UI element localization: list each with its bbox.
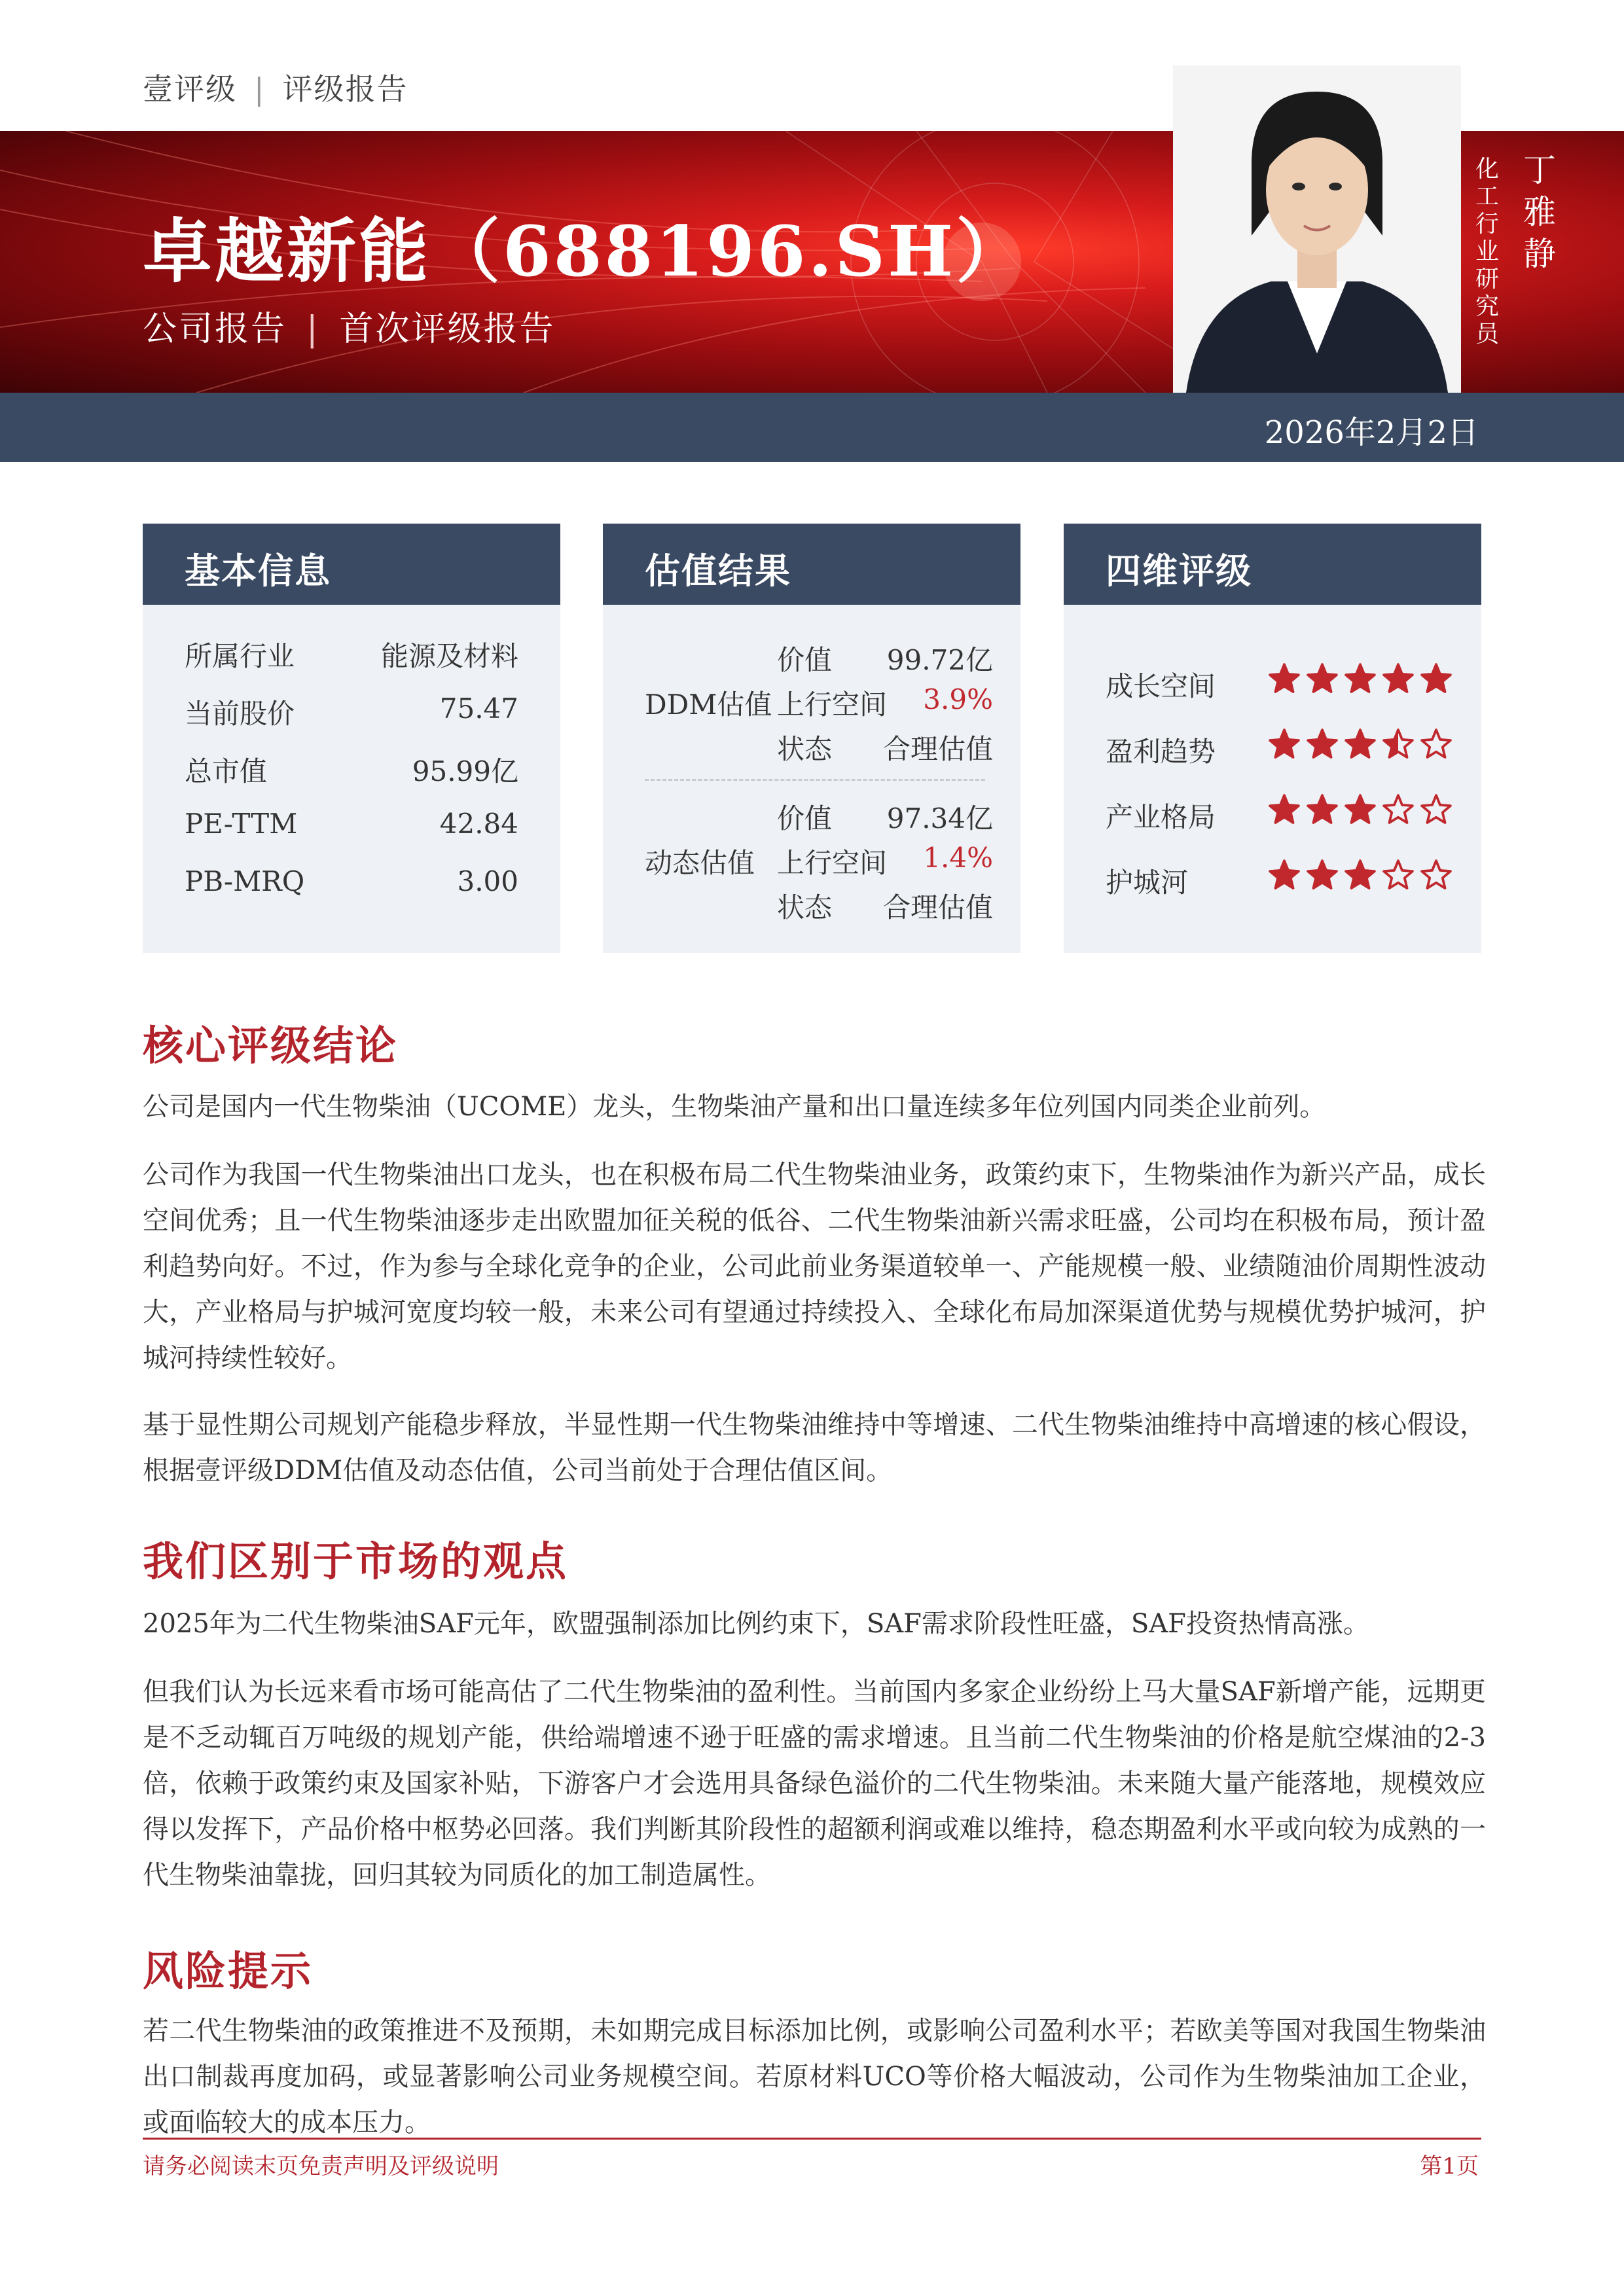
info-row-market-cap bbox=[185, 750, 518, 789]
info-row-pb bbox=[185, 865, 518, 897]
risk-title: 风险提示 bbox=[143, 1947, 314, 1995]
info-label: 当前股价 bbox=[185, 698, 295, 730]
footer-divider bbox=[143, 2138, 1481, 2140]
star-full-icon bbox=[1268, 793, 1301, 826]
rating-row-growth bbox=[1106, 665, 1446, 704]
info-label: PE-TTM bbox=[185, 808, 298, 840]
star-full-icon bbox=[1344, 793, 1377, 826]
rating-row-profit bbox=[1106, 730, 1446, 770]
info-value: 75.47 bbox=[439, 692, 518, 725]
ddm-status-line bbox=[777, 728, 993, 767]
core-paragraph-2: 公司作为我国一代生物柴油出口龙头，也在积极布局二代生物柴油业务，政策约束下，生物柴油作为新兴产品，成长空间优秀；且一代生物柴油逐步走出欧盟加征关税的低谷、二代生物柴油新兴需求旺盛，公司均在积极布局，预计盈利趋势向好。不过，作为参与全球化竞争的企业，公司此前业务渠道较单一、产能规模一般、业绩随油价周期性波动大，产业格局与护城河宽度均较一般，未来公司有望通过持续投入、全球化布局加深渠道优势与规模优势护城河，护城河持续性较好。 bbox=[143, 1160, 1486, 1373]
star-full-icon bbox=[1268, 728, 1301, 761]
rating-label: 盈利趋势 bbox=[1106, 736, 1216, 768]
market-view-title: 我们区别于市场的观点 bbox=[143, 1537, 569, 1585]
analyst-photo bbox=[1173, 65, 1461, 393]
info-value: 3.00 bbox=[457, 865, 518, 897]
view-paragraph-2: 但我们认为长远来看市场可能高估了二代生物柴油的盈利性。当前国内多家企业纷纷上马大量SAF新增产能，远期更是不乏动辄百万吨级的规划产能，供给端增速不逊于旺盛的需求增速。且当前二代生物柴油的价格是航空煤油的2-3倍，依赖于政策约束及国家补贴，下游客户才会选用具备绿色溢价的二代生物柴油。未来随大量产能落地，规模效应得以发挥下，产品价格中枢势必回落。我们判断其阶段性的超额利润或难以维持，稳态期盈利水平或向较为成熟的一代生物柴油靠拢，回归其较为同质化的加工制造属性。 bbox=[143, 1677, 1486, 1890]
star-rating bbox=[1268, 728, 1453, 761]
val-line-label: 上行空间 bbox=[777, 847, 888, 879]
star-empty-icon bbox=[1420, 728, 1453, 761]
info-row-pe bbox=[185, 808, 518, 840]
report-date: 2026年2月2日 bbox=[1264, 414, 1479, 451]
val-line-value: 合理估值 bbox=[882, 891, 993, 924]
star-empty-icon bbox=[1382, 793, 1415, 826]
analyst-name: 丁雅静 bbox=[1523, 151, 1556, 273]
info-value: 95.99亿 bbox=[412, 755, 518, 787]
core-conclusion-title: 核心评级结论 bbox=[143, 1022, 399, 1069]
ddm-method-label: DDM估值 bbox=[645, 689, 772, 721]
info-value: 42.84 bbox=[439, 808, 518, 840]
brand-section: 评级报告 bbox=[282, 71, 408, 107]
star-full-icon bbox=[1306, 793, 1339, 826]
info-label: 总市值 bbox=[185, 755, 268, 787]
val-line-label: 状态 bbox=[777, 891, 833, 924]
core-paragraph-3: 基于显性期公司规划产能稳步释放，半显性期一代生物柴油维持中等增速、二代生物柴油维持中高增速的核心假设，根据壹评级DDM估值及动态估值，公司当前处于合理估值区间。 bbox=[143, 1410, 1486, 1486]
star-rating bbox=[1268, 793, 1453, 826]
valuation-card bbox=[603, 524, 1020, 953]
basic-info-title: 基本信息 bbox=[143, 524, 560, 605]
val-line-label: 上行空间 bbox=[777, 689, 888, 721]
view-paragraph-1: 2025年为二代生物柴油SAF元年，欧盟强制添加比例约束下，SAF需求阶段性旺盛，SAF投资热情高涨。 bbox=[143, 1609, 1369, 1639]
footer-disclaimer-link[interactable]: 请务必阅读末页免责声明及评级说明 bbox=[143, 2153, 499, 2179]
val-line-value: 1.4% bbox=[923, 842, 993, 874]
rating-label: 成长空间 bbox=[1106, 670, 1216, 702]
page-number: 第1页 bbox=[1420, 2153, 1479, 2179]
star-empty-icon bbox=[1420, 793, 1453, 826]
valuation-title: 估值结果 bbox=[603, 524, 1020, 605]
analyst-role: 化工行业研究员 bbox=[1475, 156, 1499, 348]
ddm-upside-line bbox=[777, 683, 993, 723]
brand-separator: | bbox=[254, 71, 266, 107]
val-line-label: 状态 bbox=[777, 733, 833, 765]
info-row-industry bbox=[185, 635, 518, 674]
star-empty-icon bbox=[1420, 859, 1453, 891]
star-full-icon bbox=[1420, 662, 1453, 695]
report-category: 公司报告 bbox=[143, 310, 287, 349]
rating-label: 护城河 bbox=[1106, 867, 1189, 899]
rating-title: 四维评级 bbox=[1064, 524, 1481, 605]
star-full-icon bbox=[1382, 662, 1415, 695]
report-type-line bbox=[143, 301, 556, 350]
star-half-icon bbox=[1382, 728, 1415, 761]
basic-info-card bbox=[143, 524, 560, 953]
info-row-price bbox=[185, 692, 518, 732]
star-full-icon bbox=[1306, 728, 1339, 761]
info-label: 所属行业 bbox=[185, 640, 295, 672]
brand-name: 壹评级 bbox=[143, 71, 237, 107]
valuation-divider bbox=[645, 779, 985, 781]
star-full-icon bbox=[1306, 859, 1339, 891]
report-type-separator: | bbox=[306, 310, 320, 349]
star-full-icon bbox=[1344, 728, 1377, 761]
star-full-icon bbox=[1344, 662, 1377, 695]
brand-header bbox=[143, 65, 408, 109]
info-label: PB-MRQ bbox=[185, 865, 305, 897]
rating-row-industry bbox=[1106, 796, 1446, 835]
val-line-value: 97.34亿 bbox=[886, 802, 993, 834]
dynamic-status-line bbox=[777, 886, 993, 925]
star-full-icon bbox=[1306, 662, 1339, 695]
val-line-label: 价值 bbox=[777, 802, 833, 834]
date-bar bbox=[0, 393, 1624, 462]
dynamic-method-label: 动态估值 bbox=[645, 847, 755, 879]
ddm-value-line bbox=[777, 639, 993, 678]
report-type: 首次评级报告 bbox=[339, 310, 556, 349]
val-line-value: 3.9% bbox=[923, 683, 993, 715]
core-paragraph-1: 公司是国内一代生物柴油（UCOME）龙头，生物柴油产量和出口量连续多年位列国内同类企业前列。 bbox=[143, 1092, 1326, 1122]
val-line-value: 99.72亿 bbox=[886, 644, 993, 676]
dynamic-value-line bbox=[777, 797, 993, 836]
star-empty-icon bbox=[1382, 859, 1415, 891]
star-rating bbox=[1268, 662, 1453, 695]
star-full-icon bbox=[1268, 662, 1301, 695]
star-full-icon bbox=[1344, 859, 1377, 891]
risk-paragraph: 若二代生物柴油的政策推进不及预期，未如期完成目标添加比例，或影响公司盈利水平；若欧美等国对我国生物柴油出口制裁再度加码，或显著影响公司业务规模空间。若原材料UCO等价格大幅波动，公司作为生物柴油加工企业，或面临较大的成本压力。 bbox=[143, 2016, 1486, 2138]
rating-label: 产业格局 bbox=[1106, 801, 1216, 833]
rating-row-moat bbox=[1106, 861, 1446, 901]
dynamic-upside-line bbox=[777, 842, 993, 881]
rating-card bbox=[1064, 524, 1481, 953]
val-line-label: 价值 bbox=[777, 644, 833, 676]
info-value: 能源及材料 bbox=[380, 640, 518, 672]
val-line-value: 合理估值 bbox=[882, 733, 993, 765]
star-rating bbox=[1268, 859, 1453, 891]
company-title: 卓越新能（688196.SH） bbox=[143, 210, 1028, 292]
star-full-icon bbox=[1268, 859, 1301, 891]
